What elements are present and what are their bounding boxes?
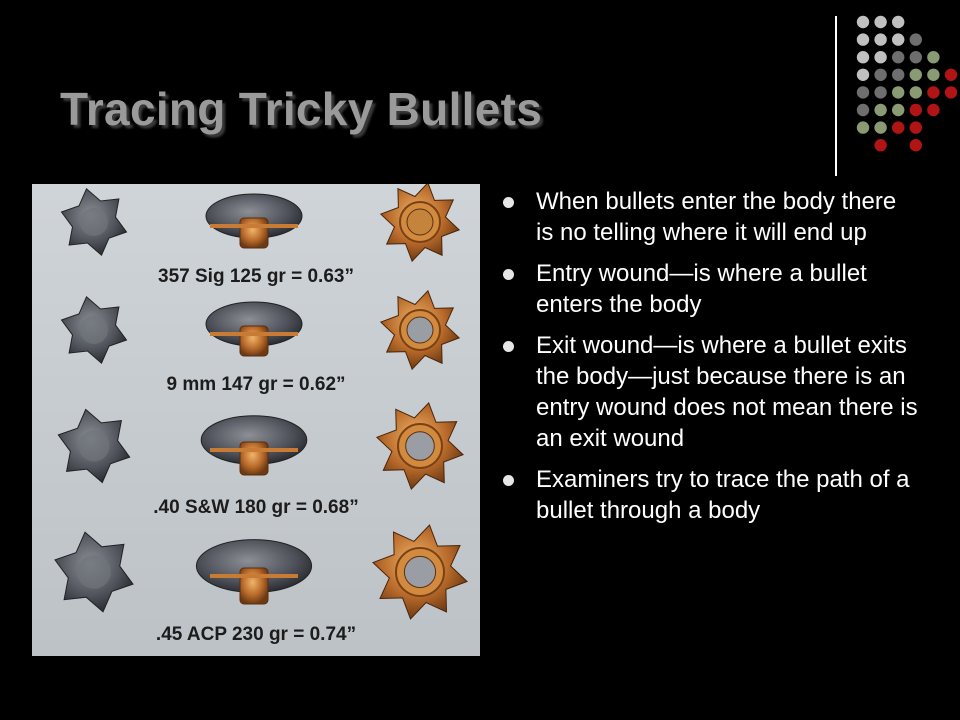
bullet-base-core-icon (407, 317, 433, 343)
decorative-dot (857, 104, 869, 116)
list-item (500, 330, 920, 454)
decorative-dot (874, 121, 886, 133)
bullet-jacket-icon (240, 326, 268, 356)
decorative-dot (892, 33, 904, 45)
bullet-base-core-icon (406, 432, 435, 461)
bullet-base-core-icon (404, 556, 435, 587)
decorative-dot (945, 86, 957, 98)
slide-title: Tracing Tricky Bullets (60, 83, 543, 135)
decorative-dot (927, 86, 939, 98)
bullet-core-icon (80, 316, 108, 344)
photo-label-40-sw: .40 S&W 180 gr = 0.68” (153, 497, 359, 518)
decorative-dot (857, 16, 869, 28)
list-item-text: When bullets enter the body there is no telling where it will end up (536, 188, 897, 246)
decorative-dot (945, 69, 957, 81)
decorative-dot (892, 104, 904, 116)
bullet-core-icon (79, 431, 110, 462)
bullet-dot-icon (503, 269, 514, 280)
decorative-dot (874, 16, 886, 28)
photo-label-9mm: 9 mm 147 gr = 0.62” (166, 374, 346, 395)
decorative-dot (874, 86, 886, 98)
bullet-jacket-icon (240, 442, 268, 475)
bullet-list-content (500, 186, 920, 536)
decorative-dot (857, 33, 869, 45)
decorative-dot (910, 121, 922, 133)
decorative-dot (892, 69, 904, 81)
decorative-dot (857, 51, 869, 63)
decorative-dot (927, 51, 939, 63)
bullet-dot-icon (503, 197, 514, 208)
decorative-dot (874, 69, 886, 81)
list-item (500, 186, 920, 248)
bullet-dot-icon (503, 341, 514, 352)
bullet-base-core-icon (407, 209, 433, 235)
decorative-dot (910, 86, 922, 98)
list-item (500, 464, 920, 526)
bullet-jacket-icon (240, 568, 268, 604)
decorative-dot (910, 69, 922, 81)
bullet-jacket-icon (240, 218, 268, 248)
decorative-dot (910, 104, 922, 116)
decorative-dot (927, 104, 939, 116)
photo-label-357-sig: 357 Sig 125 gr = 0.63” (158, 266, 354, 287)
list-item-text: Exit wound—is where a bullet exits the body—just because there is an entry wound does not mean there is an exit wound (536, 332, 918, 452)
decorative-dot (910, 139, 922, 151)
decorative-dot (857, 69, 869, 81)
decorative-dot (892, 121, 904, 133)
bullet-list (500, 186, 920, 526)
decorative-dot (910, 33, 922, 45)
photo-label-45-acp: .45 ACP 230 gr = 0.74” (155, 624, 357, 645)
list-item (500, 258, 920, 320)
decorative-dot (857, 121, 869, 133)
decorative-dot (892, 51, 904, 63)
decorative-dot (857, 86, 869, 98)
decorative-dot (874, 51, 886, 63)
bullet-dot-icon (503, 475, 514, 486)
expanded-bullets-illustration (32, 184, 480, 656)
bullet-core-icon (77, 555, 111, 589)
list-item-text: Entry wound—is where a bullet enters the body (536, 260, 867, 318)
decorative-dot-grid (0, 0, 960, 200)
decorative-dot (892, 16, 904, 28)
decorative-dot (874, 33, 886, 45)
decorative-dot (892, 86, 904, 98)
decorative-dot (874, 139, 886, 151)
decorative-dot (927, 69, 939, 81)
bullet-core-icon (80, 208, 108, 236)
list-item-text: Examiners try to trace the path of a bullet through a body (536, 466, 910, 524)
decorative-dot (874, 104, 886, 116)
decorative-dot (910, 51, 922, 63)
bullet-expansion-photo (32, 184, 480, 656)
